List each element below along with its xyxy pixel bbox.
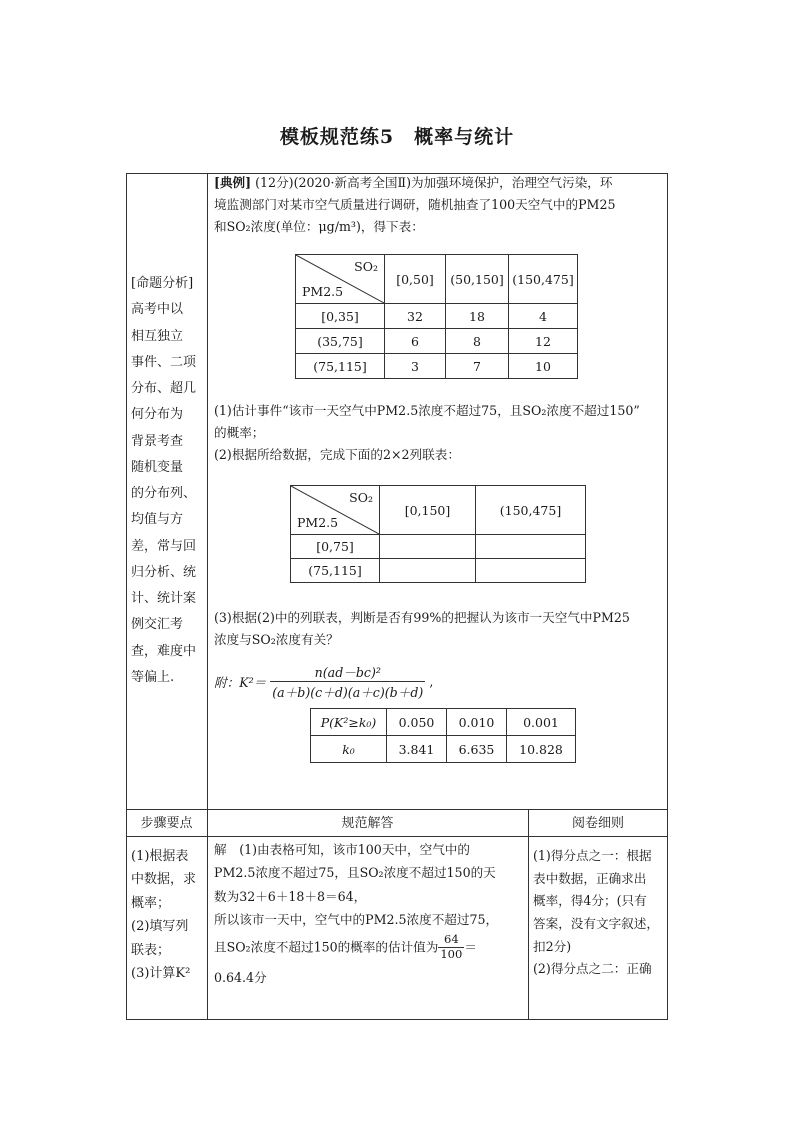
example-line: 和SO₂浓度(单位：μg/m³)，得下表： (214, 219, 424, 235)
table-cell: 32 (385, 304, 446, 329)
corner-col-label: SO₂ (349, 490, 373, 505)
analysis-line: 计、统计案 (131, 591, 197, 606)
table-row (296, 354, 578, 379)
empty-cell (476, 559, 586, 583)
table-row (291, 559, 586, 583)
table-cell: 4 (509, 304, 578, 329)
table-cell: 6 (385, 329, 446, 354)
table-row (311, 709, 576, 736)
steps-line: (3)计算K² (131, 965, 191, 981)
analysis-label: [命题分析] (131, 276, 194, 291)
analysis-line: 均值与方 (131, 512, 184, 528)
table-cell: 7 (446, 354, 509, 379)
table-row (311, 736, 576, 763)
table-cell: 6.635 (447, 736, 507, 763)
example-line: (12分)(2020·新高考全国Ⅱ)为加强环境保护，治理空气污染，环 (255, 175, 613, 190)
rules-column (533, 845, 666, 981)
steps-column (131, 845, 205, 985)
table-row (296, 304, 578, 329)
row-header: (75,115] (296, 354, 385, 379)
column-header: (150,475] (476, 486, 586, 535)
answer-line (214, 933, 526, 962)
column-header: [0,50] (385, 255, 446, 304)
table-cell: 18 (446, 304, 509, 329)
contingency-table (290, 485, 586, 583)
answer-line: 数为32＋6＋18＋8＝64， (214, 888, 367, 904)
lower-divider-2 (528, 809, 529, 1020)
rules-line: (1)得分点之一：根据 (533, 848, 652, 863)
formula-prefix: 附：K²＝ (214, 675, 267, 690)
rules-line: 表中数据，正确求出 (533, 870, 647, 886)
analysis-line: 事件、二项 (131, 354, 197, 370)
analysis-line: 高考中以 (131, 302, 184, 318)
column-header: (150,475] (509, 255, 578, 304)
table-cell: 10 (509, 354, 578, 379)
column-header: [0,150] (380, 486, 476, 535)
table-cell: 12 (509, 329, 578, 354)
question-3 (214, 607, 666, 651)
table-cell: 3 (385, 354, 446, 379)
analysis-column (131, 271, 203, 691)
answer-text: 且SO₂浓度不超过150的概率的估计值为 (214, 939, 439, 955)
question-line: (3)根据(2)中的列联表，判断是否有99%的把握认为该市一天空气中PM25 (214, 610, 630, 625)
rules-header: 阅卷细则 (571, 816, 624, 831)
probability-fraction (438, 933, 464, 962)
row-header: (35,75] (296, 329, 385, 354)
table-cell: 0.050 (387, 709, 447, 736)
column-header: (50,150] (446, 255, 509, 304)
question-line: (1)估计事件“该市一天空气中PM2.5浓度不超过75，且SO₂浓度不超过150” (214, 403, 640, 418)
empty-cell (476, 535, 586, 559)
row-header: P(K²≥k₀) (311, 709, 387, 736)
fraction-denominator: 100 (440, 946, 463, 961)
analysis-line: 背景考查 (131, 433, 184, 449)
formula-numerator: n(ad－bc)² (270, 662, 425, 682)
analysis-line: 等偏上. (131, 669, 175, 685)
row-header: [0,35] (296, 304, 385, 329)
lower-divider-1 (207, 809, 208, 1020)
table-cell: 8 (446, 329, 509, 354)
answer-line: PM2.5浓度不超过75，且SO₂浓度不超过150的天 (214, 865, 496, 881)
analysis-line: 归分析、统 (131, 564, 197, 580)
analysis-line: 例交汇考 (131, 617, 184, 633)
rules-line: 概率，得4分；(只有 (533, 893, 647, 909)
analysis-line: 分布、超几 (131, 381, 197, 396)
pm-so2-table (295, 254, 578, 379)
steps-header: 步骤要点 (140, 816, 193, 831)
upper-divider (207, 173, 208, 809)
formula (214, 662, 433, 701)
empty-cell (380, 559, 476, 583)
answer-line: 解 (1)由表格可知，该市100天中，空气中的 (214, 842, 470, 857)
steps-line: (2)填写列 (131, 919, 189, 935)
example-line: 境监测部门对某市空气质量进行调研，随机抽查了100天空气中的PM25 (214, 197, 616, 213)
answer-text: ＝ (464, 939, 477, 955)
table-corner (291, 486, 380, 535)
rules-line: 答案，没有文字叙述， (533, 915, 659, 931)
empty-cell (380, 535, 476, 559)
question-1 (214, 400, 666, 466)
steps-line: 中数据，求 (131, 872, 197, 888)
example-intro (214, 172, 666, 238)
question-line: 的概率； (214, 425, 265, 441)
question-2: (2)根据所给数据，完成下面的2×2列联表： (214, 447, 460, 463)
analysis-line: 随机变量 (131, 459, 184, 475)
table-row (291, 535, 586, 559)
formula-fraction (270, 662, 425, 701)
question-line: 浓度与SO₂浓度有关？ (214, 632, 339, 648)
analysis-line: 何分布为 (131, 407, 184, 423)
row-header: k₀ (311, 736, 387, 763)
row-header: [0,75] (291, 535, 380, 559)
page-title: 模板规范练5 概率与统计 (279, 126, 515, 148)
analysis-line: 相互独立 (131, 328, 184, 344)
table-row (296, 329, 578, 354)
corner-col-label: SO₂ (354, 259, 378, 274)
table-cell: 0.010 (447, 709, 507, 736)
answer-column (214, 838, 526, 989)
steps-line: (1)根据表 (131, 849, 189, 864)
analysis-line: 的分布列、 (131, 486, 197, 501)
rules-line: 扣2分) (533, 938, 572, 954)
formula-denominator: (a＋b)(c＋d)(a＋c)(b＋d) (272, 685, 424, 700)
analysis-line: 差，常与回 (131, 538, 197, 554)
corner-row-label: PM2.5 (297, 515, 339, 530)
formula-suffix: , (429, 674, 434, 689)
table-cell: 3.841 (387, 736, 447, 763)
answer-line: 0.64.4分 (214, 969, 267, 985)
fraction-numerator: 64 (438, 933, 464, 948)
rules-line: (2)得分点之二：正确 (533, 961, 652, 977)
steps-line: 联表； (131, 942, 171, 958)
analysis-line: 查，难度中 (131, 643, 197, 659)
answer-header: 规范解答 (341, 816, 394, 831)
critical-value-table (310, 708, 576, 763)
answer-line: 所以该市一天中，空气中的PM2.5浓度不超过75， (214, 911, 499, 927)
table-cell: 0.001 (507, 709, 576, 736)
table-cell: 10.828 (507, 736, 576, 763)
example-tag: [典例] (214, 175, 252, 190)
corner-row-label: PM2.5 (302, 284, 344, 299)
row-header: (75,115] (291, 559, 380, 583)
steps-line: 概率； (131, 895, 171, 911)
table-corner (296, 255, 385, 304)
